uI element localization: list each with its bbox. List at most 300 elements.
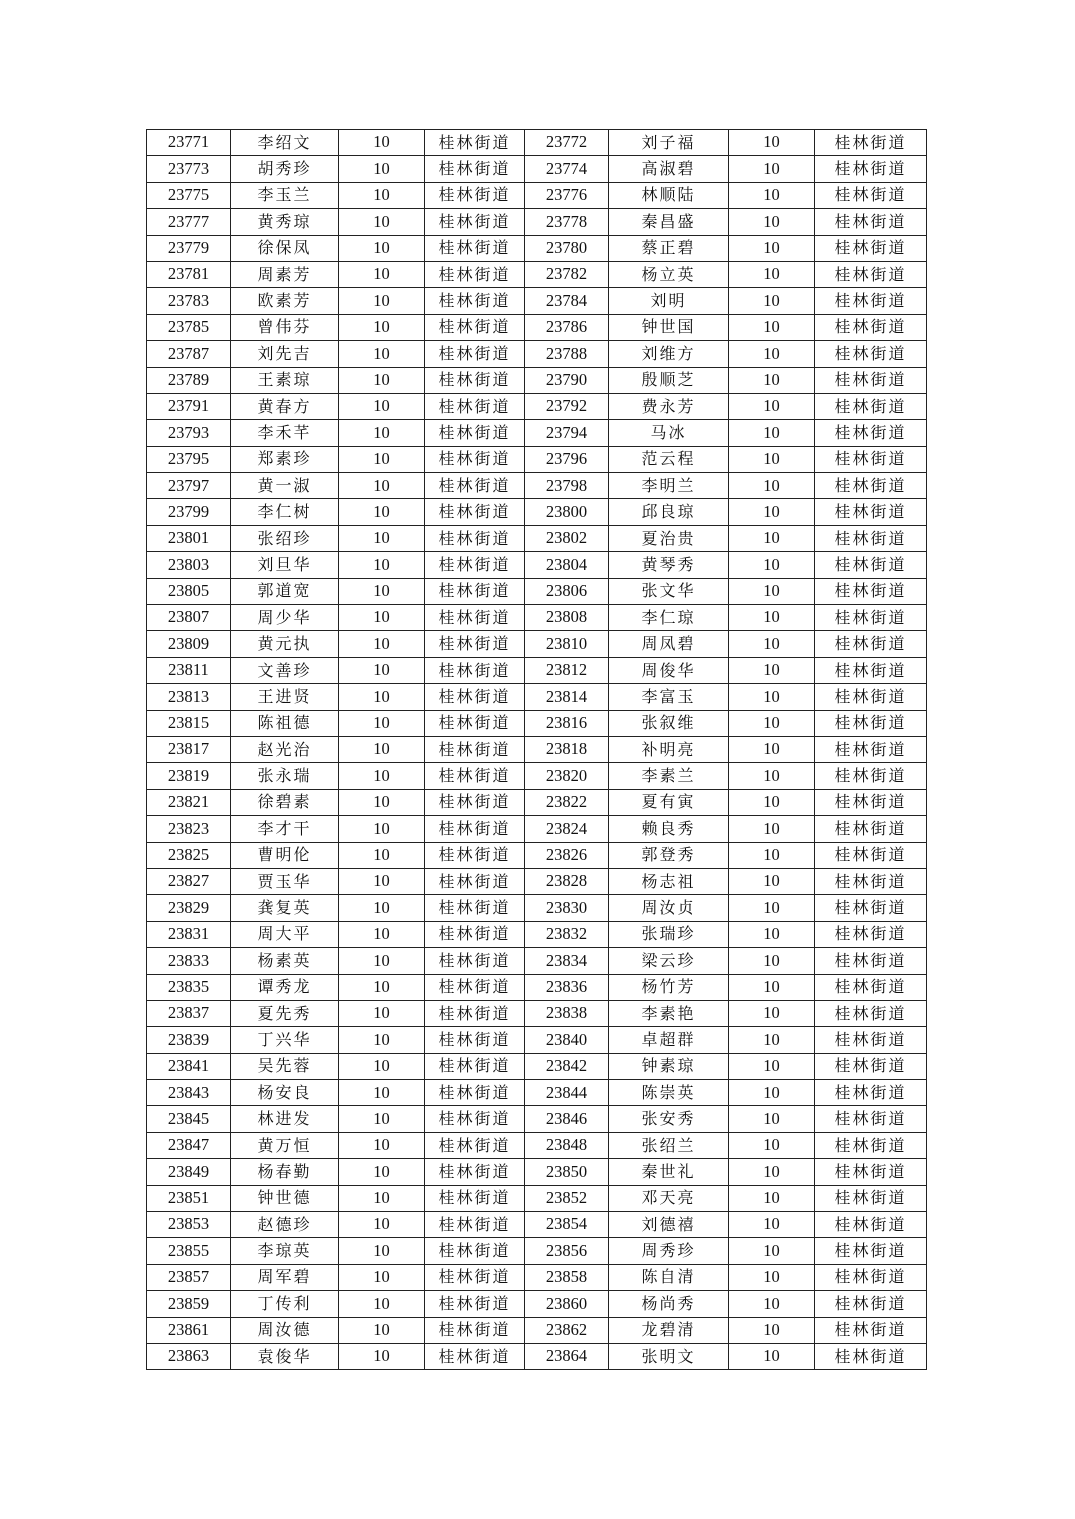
right-street-name: 桂林街道 — [815, 209, 927, 235]
left-amount-value: 10 — [339, 631, 425, 657]
right-street-name: 桂林街道 — [815, 1291, 927, 1317]
right-record-id: 23820 — [525, 763, 609, 789]
left-person-name: 丁传利 — [231, 1291, 339, 1317]
left-person-name: 黄秀琼 — [231, 209, 339, 235]
right-person-name: 郭登秀 — [609, 842, 729, 868]
left-street-name: 桂林街道 — [425, 1264, 525, 1290]
right-person-name: 周凤碧 — [609, 631, 729, 657]
right-street-name: 桂林街道 — [815, 710, 927, 736]
right-record-id: 23786 — [525, 314, 609, 340]
right-person-name: 林顺陆 — [609, 182, 729, 208]
right-street-name: 桂林街道 — [815, 420, 927, 446]
table-row — [147, 1317, 927, 1343]
right-street-name: 桂林街道 — [815, 261, 927, 287]
left-record-id: 23859 — [147, 1291, 231, 1317]
table-row — [147, 314, 927, 340]
right-street-name: 桂林街道 — [815, 974, 927, 1000]
right-record-id: 23806 — [525, 578, 609, 604]
right-record-id: 23854 — [525, 1212, 609, 1238]
left-record-id: 23801 — [147, 525, 231, 551]
right-person-name: 陈自清 — [609, 1264, 729, 1290]
left-street-name: 桂林街道 — [425, 1159, 525, 1185]
left-person-name: 文善珍 — [231, 657, 339, 683]
right-person-name: 张明文 — [609, 1343, 729, 1369]
table-row — [147, 156, 927, 182]
left-record-id: 23847 — [147, 1132, 231, 1158]
right-person-name: 杨志祖 — [609, 868, 729, 894]
left-person-name: 黄元执 — [231, 631, 339, 657]
right-amount-value: 10 — [729, 235, 815, 261]
right-record-id: 23858 — [525, 1264, 609, 1290]
right-record-id: 23810 — [525, 631, 609, 657]
left-amount-value: 10 — [339, 736, 425, 762]
left-person-name: 丁兴华 — [231, 1027, 339, 1053]
right-street-name: 桂林街道 — [815, 1238, 927, 1264]
right-record-id: 23780 — [525, 235, 609, 261]
right-street-name: 桂林街道 — [815, 552, 927, 578]
left-amount-value: 10 — [339, 605, 425, 631]
right-person-name: 杨立英 — [609, 261, 729, 287]
left-street-name: 桂林街道 — [425, 974, 525, 1000]
right-amount-value: 10 — [729, 1000, 815, 1026]
right-street-name: 桂林街道 — [815, 288, 927, 314]
left-street-name: 桂林街道 — [425, 789, 525, 815]
left-amount-value: 10 — [339, 895, 425, 921]
left-street-name: 桂林街道 — [425, 420, 525, 446]
right-amount-value: 10 — [729, 1343, 815, 1369]
left-person-name: 李绍文 — [231, 130, 339, 156]
right-person-name: 周汝贞 — [609, 895, 729, 921]
right-street-name: 桂林街道 — [815, 789, 927, 815]
right-person-name: 夏有寅 — [609, 789, 729, 815]
right-person-name: 秦世礼 — [609, 1159, 729, 1185]
right-person-name: 李素艳 — [609, 1000, 729, 1026]
left-record-id: 23783 — [147, 288, 231, 314]
left-person-name: 曹明伦 — [231, 842, 339, 868]
right-person-name: 费永芳 — [609, 393, 729, 419]
left-person-name: 黄春方 — [231, 393, 339, 419]
table-row — [147, 948, 927, 974]
right-person-name: 邓天亮 — [609, 1185, 729, 1211]
left-street-name: 桂林街道 — [425, 763, 525, 789]
left-person-name: 李才干 — [231, 816, 339, 842]
table-row — [147, 895, 927, 921]
left-record-id: 23781 — [147, 261, 231, 287]
right-record-id: 23828 — [525, 868, 609, 894]
right-amount-value: 10 — [729, 525, 815, 551]
left-record-id: 23799 — [147, 499, 231, 525]
left-street-name: 桂林街道 — [425, 182, 525, 208]
left-street-name: 桂林街道 — [425, 710, 525, 736]
left-record-id: 23833 — [147, 948, 231, 974]
left-amount-value: 10 — [339, 314, 425, 340]
right-record-id: 23800 — [525, 499, 609, 525]
right-amount-value: 10 — [729, 288, 815, 314]
right-amount-value: 10 — [729, 921, 815, 947]
left-amount-value: 10 — [339, 525, 425, 551]
table-row — [147, 1238, 927, 1264]
right-person-name: 李仁琼 — [609, 605, 729, 631]
left-street-name: 桂林街道 — [425, 578, 525, 604]
right-amount-value: 10 — [729, 868, 815, 894]
right-street-name: 桂林街道 — [815, 948, 927, 974]
right-record-id: 23796 — [525, 446, 609, 472]
left-amount-value: 10 — [339, 235, 425, 261]
right-record-id: 23812 — [525, 657, 609, 683]
left-street-name: 桂林街道 — [425, 736, 525, 762]
left-street-name: 桂林街道 — [425, 130, 525, 156]
right-record-id: 23772 — [525, 130, 609, 156]
left-person-name: 曾伟芬 — [231, 314, 339, 340]
table-row — [147, 605, 927, 631]
right-record-id: 23860 — [525, 1291, 609, 1317]
right-street-name: 桂林街道 — [815, 235, 927, 261]
right-amount-value: 10 — [729, 895, 815, 921]
right-person-name: 钟素琼 — [609, 1053, 729, 1079]
left-amount-value: 10 — [339, 1106, 425, 1132]
right-record-id: 23846 — [525, 1106, 609, 1132]
right-person-name: 张绍兰 — [609, 1132, 729, 1158]
left-street-name: 桂林街道 — [425, 367, 525, 393]
left-amount-value: 10 — [339, 261, 425, 287]
right-amount-value: 10 — [729, 552, 815, 578]
right-street-name: 桂林街道 — [815, 1080, 927, 1106]
left-record-id: 23853 — [147, 1212, 231, 1238]
left-street-name: 桂林街道 — [425, 605, 525, 631]
right-record-id: 23826 — [525, 842, 609, 868]
left-amount-value: 10 — [339, 842, 425, 868]
table-row — [147, 182, 927, 208]
right-person-name: 李富玉 — [609, 684, 729, 710]
right-person-name: 马冰 — [609, 420, 729, 446]
table-row — [147, 1185, 927, 1211]
right-street-name: 桂林街道 — [815, 1027, 927, 1053]
right-record-id: 23788 — [525, 341, 609, 367]
table-row — [147, 1291, 927, 1317]
right-person-name: 补明亮 — [609, 736, 729, 762]
left-amount-value: 10 — [339, 710, 425, 736]
right-amount-value: 10 — [729, 393, 815, 419]
table-row — [147, 1212, 927, 1238]
left-street-name: 桂林街道 — [425, 1343, 525, 1369]
right-person-name: 刘子福 — [609, 130, 729, 156]
right-person-name: 张文华 — [609, 578, 729, 604]
left-amount-value: 10 — [339, 1159, 425, 1185]
table-row — [147, 1106, 927, 1132]
right-record-id: 23790 — [525, 367, 609, 393]
right-amount-value: 10 — [729, 314, 815, 340]
left-amount-value: 10 — [339, 868, 425, 894]
left-amount-value: 10 — [339, 1212, 425, 1238]
right-street-name: 桂林街道 — [815, 525, 927, 551]
left-record-id: 23851 — [147, 1185, 231, 1211]
left-record-id: 23823 — [147, 816, 231, 842]
right-street-name: 桂林街道 — [815, 1159, 927, 1185]
roster-table — [146, 129, 927, 1370]
right-person-name: 杨竹芳 — [609, 974, 729, 1000]
left-record-id: 23791 — [147, 393, 231, 419]
right-record-id: 23852 — [525, 1185, 609, 1211]
right-street-name: 桂林街道 — [815, 393, 927, 419]
right-street-name: 桂林街道 — [815, 1132, 927, 1158]
table-row — [147, 446, 927, 472]
left-street-name: 桂林街道 — [425, 631, 525, 657]
left-person-name: 杨春勤 — [231, 1159, 339, 1185]
left-street-name: 桂林街道 — [425, 235, 525, 261]
table-row — [147, 1080, 927, 1106]
left-person-name: 周大平 — [231, 921, 339, 947]
table-row — [147, 921, 927, 947]
right-person-name: 刘德禧 — [609, 1212, 729, 1238]
left-street-name: 桂林街道 — [425, 499, 525, 525]
left-person-name: 夏先秀 — [231, 1000, 339, 1026]
left-amount-value: 10 — [339, 816, 425, 842]
left-record-id: 23845 — [147, 1106, 231, 1132]
left-person-name: 郑素珍 — [231, 446, 339, 472]
table-row — [147, 816, 927, 842]
left-street-name: 桂林街道 — [425, 921, 525, 947]
table-row — [147, 393, 927, 419]
left-record-id: 23779 — [147, 235, 231, 261]
left-street-name: 桂林街道 — [425, 842, 525, 868]
right-person-name: 秦昌盛 — [609, 209, 729, 235]
left-street-name: 桂林街道 — [425, 816, 525, 842]
right-record-id: 23840 — [525, 1027, 609, 1053]
left-amount-value: 10 — [339, 156, 425, 182]
left-street-name: 桂林街道 — [425, 948, 525, 974]
left-street-name: 桂林街道 — [425, 156, 525, 182]
table-row — [147, 1053, 927, 1079]
table-row — [147, 261, 927, 287]
right-record-id: 23782 — [525, 261, 609, 287]
right-street-name: 桂林街道 — [815, 736, 927, 762]
right-person-name: 钟世国 — [609, 314, 729, 340]
right-person-name: 梁云珍 — [609, 948, 729, 974]
left-amount-value: 10 — [339, 789, 425, 815]
left-person-name: 黄一淑 — [231, 473, 339, 499]
left-street-name: 桂林街道 — [425, 1317, 525, 1343]
right-street-name: 桂林街道 — [815, 605, 927, 631]
left-amount-value: 10 — [339, 1238, 425, 1264]
left-amount-value: 10 — [339, 1264, 425, 1290]
table-row — [147, 420, 927, 446]
right-record-id: 23778 — [525, 209, 609, 235]
left-street-name: 桂林街道 — [425, 1212, 525, 1238]
left-record-id: 23811 — [147, 657, 231, 683]
right-amount-value: 10 — [729, 1027, 815, 1053]
left-record-id: 23841 — [147, 1053, 231, 1079]
left-street-name: 桂林街道 — [425, 1291, 525, 1317]
table-row — [147, 367, 927, 393]
left-person-name: 张永瑞 — [231, 763, 339, 789]
table-row — [147, 868, 927, 894]
right-street-name: 桂林街道 — [815, 182, 927, 208]
right-amount-value: 10 — [729, 130, 815, 156]
right-amount-value: 10 — [729, 261, 815, 287]
left-person-name: 李仁树 — [231, 499, 339, 525]
right-record-id: 23792 — [525, 393, 609, 419]
right-person-name: 蔡正碧 — [609, 235, 729, 261]
right-person-name: 黄琴秀 — [609, 552, 729, 578]
right-street-name: 桂林街道 — [815, 631, 927, 657]
left-street-name: 桂林街道 — [425, 288, 525, 314]
right-record-id: 23804 — [525, 552, 609, 578]
table-row — [147, 1000, 927, 1026]
left-person-name: 王进贤 — [231, 684, 339, 710]
left-amount-value: 10 — [339, 182, 425, 208]
right-amount-value: 10 — [729, 736, 815, 762]
left-record-id: 23803 — [147, 552, 231, 578]
left-record-id: 23813 — [147, 684, 231, 710]
left-amount-value: 10 — [339, 209, 425, 235]
right-amount-value: 10 — [729, 657, 815, 683]
table-row — [147, 1159, 927, 1185]
left-record-id: 23771 — [147, 130, 231, 156]
right-record-id: 23832 — [525, 921, 609, 947]
left-street-name: 桂林街道 — [425, 1106, 525, 1132]
table-row — [147, 736, 927, 762]
right-record-id: 23834 — [525, 948, 609, 974]
right-street-name: 桂林街道 — [815, 1212, 927, 1238]
left-street-name: 桂林街道 — [425, 1080, 525, 1106]
right-person-name: 周秀珍 — [609, 1238, 729, 1264]
right-person-name: 夏治贵 — [609, 525, 729, 551]
left-amount-value: 10 — [339, 341, 425, 367]
right-amount-value: 10 — [729, 1106, 815, 1132]
right-street-name: 桂林街道 — [815, 1343, 927, 1369]
right-person-name: 陈崇英 — [609, 1080, 729, 1106]
right-person-name: 赖良秀 — [609, 816, 729, 842]
right-record-id: 23842 — [525, 1053, 609, 1079]
right-person-name: 张安秀 — [609, 1106, 729, 1132]
left-person-name: 贾玉华 — [231, 868, 339, 894]
left-record-id: 23773 — [147, 156, 231, 182]
right-record-id: 23776 — [525, 182, 609, 208]
left-person-name: 赵光治 — [231, 736, 339, 762]
right-person-name: 邱良琼 — [609, 499, 729, 525]
right-street-name: 桂林街道 — [815, 816, 927, 842]
left-street-name: 桂林街道 — [425, 1238, 525, 1264]
right-street-name: 桂林街道 — [815, 868, 927, 894]
left-amount-value: 10 — [339, 1132, 425, 1158]
right-amount-value: 10 — [729, 1291, 815, 1317]
right-amount-value: 10 — [729, 948, 815, 974]
right-amount-value: 10 — [729, 1132, 815, 1158]
left-amount-value: 10 — [339, 948, 425, 974]
right-street-name: 桂林街道 — [815, 499, 927, 525]
left-person-name: 龚复英 — [231, 895, 339, 921]
right-person-name: 卓超群 — [609, 1027, 729, 1053]
left-person-name: 王素琼 — [231, 367, 339, 393]
left-amount-value: 10 — [339, 367, 425, 393]
left-amount-value: 10 — [339, 446, 425, 472]
right-amount-value: 10 — [729, 341, 815, 367]
right-amount-value: 10 — [729, 446, 815, 472]
left-amount-value: 10 — [339, 684, 425, 710]
roster-body — [147, 130, 927, 1370]
left-amount-value: 10 — [339, 578, 425, 604]
left-amount-value: 10 — [339, 393, 425, 419]
table-row — [147, 130, 927, 156]
left-record-id: 23785 — [147, 314, 231, 340]
right-record-id: 23824 — [525, 816, 609, 842]
left-street-name: 桂林街道 — [425, 314, 525, 340]
left-person-name: 郭道宽 — [231, 578, 339, 604]
table-row — [147, 209, 927, 235]
left-record-id: 23807 — [147, 605, 231, 631]
left-person-name: 李琼英 — [231, 1238, 339, 1264]
right-record-id: 23794 — [525, 420, 609, 446]
right-person-name: 周俊华 — [609, 657, 729, 683]
right-street-name: 桂林街道 — [815, 763, 927, 789]
table-row — [147, 341, 927, 367]
left-record-id: 23827 — [147, 868, 231, 894]
left-street-name: 桂林街道 — [425, 1185, 525, 1211]
left-street-name: 桂林街道 — [425, 261, 525, 287]
table-row — [147, 499, 927, 525]
left-street-name: 桂林街道 — [425, 1000, 525, 1026]
right-street-name: 桂林街道 — [815, 367, 927, 393]
left-person-name: 徐碧素 — [231, 789, 339, 815]
left-person-name: 钟世德 — [231, 1185, 339, 1211]
left-record-id: 23863 — [147, 1343, 231, 1369]
right-amount-value: 10 — [729, 420, 815, 446]
right-amount-value: 10 — [729, 763, 815, 789]
table-row — [147, 1132, 927, 1158]
right-record-id: 23836 — [525, 974, 609, 1000]
right-amount-value: 10 — [729, 578, 815, 604]
right-person-name: 张叙维 — [609, 710, 729, 736]
table-row — [147, 525, 927, 551]
right-record-id: 23802 — [525, 525, 609, 551]
right-street-name: 桂林街道 — [815, 842, 927, 868]
table-row — [147, 789, 927, 815]
left-person-name: 周军碧 — [231, 1264, 339, 1290]
left-amount-value: 10 — [339, 130, 425, 156]
table-row — [147, 552, 927, 578]
right-amount-value: 10 — [729, 816, 815, 842]
right-person-name: 刘维方 — [609, 341, 729, 367]
right-amount-value: 10 — [729, 789, 815, 815]
left-person-name: 黄万恒 — [231, 1132, 339, 1158]
left-street-name: 桂林街道 — [425, 895, 525, 921]
table-row — [147, 1264, 927, 1290]
right-person-name: 李明兰 — [609, 473, 729, 499]
right-record-id: 23850 — [525, 1159, 609, 1185]
left-amount-value: 10 — [339, 1343, 425, 1369]
left-record-id: 23817 — [147, 736, 231, 762]
left-record-id: 23793 — [147, 420, 231, 446]
left-amount-value: 10 — [339, 974, 425, 1000]
left-amount-value: 10 — [339, 420, 425, 446]
right-amount-value: 10 — [729, 974, 815, 1000]
right-amount-value: 10 — [729, 209, 815, 235]
right-street-name: 桂林街道 — [815, 1053, 927, 1079]
right-person-name: 范云程 — [609, 446, 729, 472]
right-amount-value: 10 — [729, 1212, 815, 1238]
left-record-id: 23795 — [147, 446, 231, 472]
right-amount-value: 10 — [729, 1185, 815, 1211]
left-amount-value: 10 — [339, 552, 425, 578]
left-record-id: 23831 — [147, 921, 231, 947]
left-amount-value: 10 — [339, 473, 425, 499]
left-record-id: 23809 — [147, 631, 231, 657]
right-amount-value: 10 — [729, 367, 815, 393]
left-amount-value: 10 — [339, 1053, 425, 1079]
table-row — [147, 235, 927, 261]
left-amount-value: 10 — [339, 1000, 425, 1026]
right-record-id: 23774 — [525, 156, 609, 182]
